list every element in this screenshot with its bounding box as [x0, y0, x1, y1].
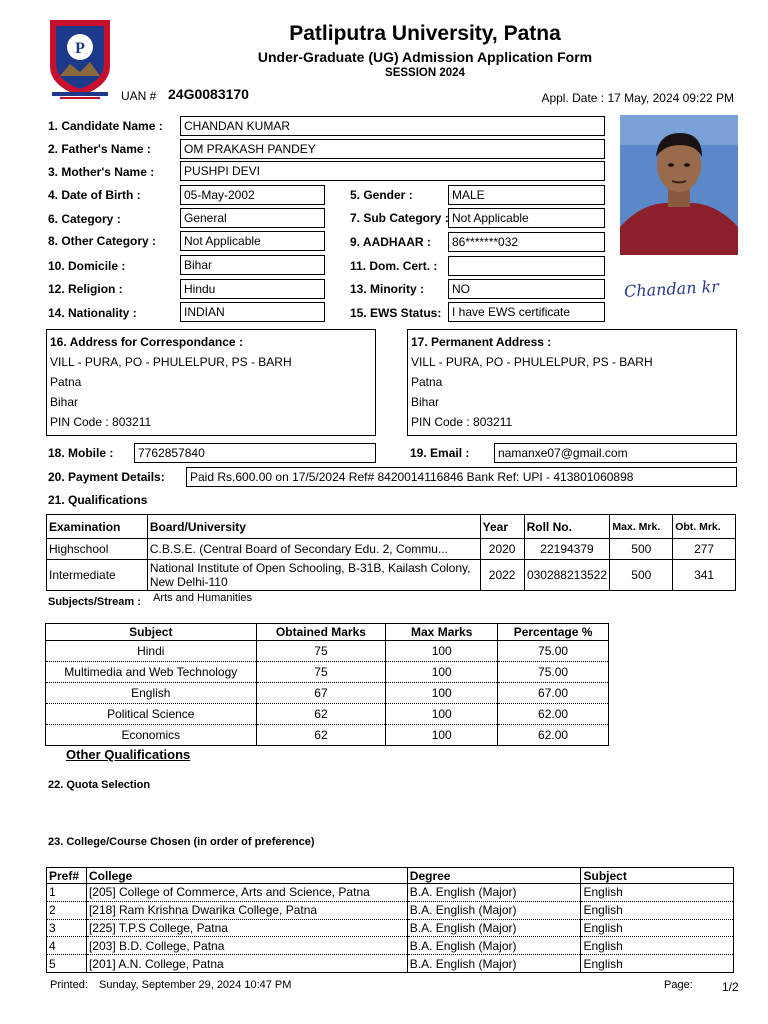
qual-col-header: Board/University: [147, 515, 480, 539]
printed-label: Printed:: [50, 979, 88, 991]
table-cell: 22194379: [524, 539, 610, 560]
table-cell: B.A. English (Major): [407, 884, 581, 902]
ews-value: I have EWS certificate: [448, 302, 605, 322]
table-cell: 100: [386, 683, 498, 704]
permanent-pin: PIN Code : 803211: [411, 415, 513, 429]
email-label: 19. Email :: [410, 446, 470, 460]
mobile-label: 18. Mobile :: [48, 446, 114, 460]
table-cell: 75: [256, 662, 386, 683]
candidate-name-value: CHANDAN KUMAR: [180, 116, 605, 136]
category-value: General: [180, 208, 325, 228]
table-cell: 500: [610, 539, 673, 560]
table-cell: [225] T.P.S College, Patna: [86, 919, 407, 937]
session-label: SESSION 2024: [385, 67, 465, 79]
permanent-address-box: [407, 329, 737, 436]
table-cell: 67: [256, 683, 386, 704]
svg-text:P: P: [75, 40, 85, 57]
table-row: [46, 725, 609, 746]
table-cell: [218] Ram Krishna Dwarika College, Patna: [86, 901, 407, 919]
table-cell: 75.00: [498, 662, 609, 683]
quota-selection-heading: 22. Quota Selection: [48, 779, 151, 791]
table-row: [46, 704, 609, 725]
subj-col-header: Obtained Marks: [256, 624, 386, 641]
table-cell: 5: [47, 955, 87, 973]
table-cell: English: [581, 937, 734, 955]
table-cell: [203] B.D. College, Patna: [86, 937, 407, 955]
college-header-row: [47, 868, 734, 884]
table-cell: B.A. English (Major): [407, 937, 581, 955]
table-cell: English: [581, 919, 734, 937]
table-row: [46, 683, 609, 704]
college-col-header: College: [86, 868, 407, 884]
table-row: [47, 919, 734, 937]
qual-col-header: Examination: [47, 515, 148, 539]
dom-cert-label: 11. Dom. Cert. :: [350, 259, 438, 273]
table-cell: 100: [386, 641, 498, 662]
table-cell: 500: [610, 560, 673, 591]
table-cell: Political Science: [46, 704, 257, 725]
table-cell: 100: [386, 704, 498, 725]
correspondence-address-line: Patna: [50, 375, 82, 389]
table-cell: 62.00: [498, 704, 609, 725]
table-cell: Multimedia and Web Technology: [46, 662, 257, 683]
domicile-label: 10. Domicile :: [48, 259, 126, 273]
other-category-label: 8. Other Category :: [48, 234, 157, 248]
permanent-address-line: VILL - PURA, PO - PHULELPUR, PS - BARH: [411, 355, 653, 369]
table-cell: C.B.S.E. (Central Board of Secondary Edu. 2, Commu...: [147, 539, 480, 560]
table-cell: 341: [673, 560, 736, 591]
table-cell: English: [581, 884, 734, 902]
qual-col-header: Roll No.: [524, 515, 610, 539]
minority-value: NO: [448, 279, 605, 299]
candidate-signature: Chandan kr: [623, 276, 720, 301]
category-label: 6. Category :: [48, 212, 121, 226]
dob-label: 4. Date of Birth :: [48, 188, 141, 202]
mobile-value: 7762857840: [134, 443, 376, 463]
subjects-header-row: [46, 624, 609, 641]
table-cell: 030288213522: [524, 560, 610, 591]
table-cell: 100: [386, 662, 498, 683]
correspondence-address-line: VILL - PURA, PO - PHULELPUR, PS - BARH: [50, 355, 292, 369]
candidate-photo: [620, 115, 738, 255]
page-number: 1/2: [722, 980, 739, 994]
table-cell: Hindi: [46, 641, 257, 662]
minority-label: 13. Minority :: [350, 282, 425, 296]
table-row: [47, 560, 736, 591]
nationality-value: INDIAN: [180, 302, 325, 322]
correspondence-address-label: 16. Address for Correspondance :: [50, 335, 243, 349]
qualifications-table: [46, 514, 736, 591]
university-title: Patliputra University, Patna: [289, 22, 561, 45]
permanent-address-line: Patna: [411, 375, 443, 389]
table-cell: Highschool: [47, 539, 148, 560]
table-cell: 67.00: [498, 683, 609, 704]
table-cell: English: [581, 901, 734, 919]
other-qualifications-heading: Other Qualifications: [66, 747, 191, 762]
subj-col-header: Percentage %: [498, 624, 609, 641]
sub-category-label: 7. Sub Category :: [350, 211, 449, 225]
table-cell: Intermediate: [47, 560, 148, 591]
table-row: [47, 937, 734, 955]
payment-label: 20. Payment Details:: [48, 470, 165, 484]
page-label: Page:: [664, 979, 693, 991]
table-cell: 2: [47, 901, 87, 919]
aadhaar-label: 9. AADHAAR :: [350, 235, 431, 249]
table-cell: 1: [47, 884, 87, 902]
college-col-header: Degree: [407, 868, 581, 884]
dom-cert-value: [448, 256, 605, 276]
printed-date: Sunday, September 29, 2024 10:47 PM: [99, 979, 292, 991]
table-cell: 2020: [480, 539, 524, 560]
ews-label: 15. EWS Status:: [350, 306, 442, 320]
table-row: [47, 901, 734, 919]
table-cell: 75: [256, 641, 386, 662]
payment-value: Paid Rs.600.00 on 17/5/2024 Ref# 8420014116846 Bank Ref: UPI - 413801060898: [186, 467, 737, 487]
gender-label: 5. Gender :: [350, 188, 413, 202]
table-cell: 277: [673, 539, 736, 560]
other-category-value: Not Applicable: [180, 231, 325, 251]
college-choice-table: [46, 867, 734, 973]
table-cell: English: [581, 955, 734, 973]
nationality-label: 14. Nationality :: [48, 306, 137, 320]
table-cell: [201] A.N. College, Patna: [86, 955, 407, 973]
subjects-stream-label: Subjects/Stream :: [48, 596, 141, 608]
religion-value: Hindu: [180, 279, 325, 299]
uan-number: 24G0083170: [168, 86, 249, 102]
correspondence-address-line: Bihar: [50, 395, 79, 409]
table-cell: 62: [256, 704, 386, 725]
table-cell: [205] College of Commerce, Arts and Science, Patna: [86, 884, 407, 902]
correspondence-pin: PIN Code : 803211: [50, 415, 152, 429]
gender-value: MALE: [448, 185, 605, 205]
table-cell: B.A. English (Major): [407, 901, 581, 919]
application-date: Appl. Date : 17 May, 2024 09:22 PM: [541, 91, 734, 105]
table-cell: B.A. English (Major): [407, 955, 581, 973]
table-row: [46, 641, 609, 662]
table-cell: Economics: [46, 725, 257, 746]
table-row: [47, 884, 734, 902]
table-cell: English: [46, 683, 257, 704]
qualifications-header-row: [47, 515, 736, 539]
table-cell: 62: [256, 725, 386, 746]
subjects-table: [45, 623, 609, 746]
qualifications-heading: 21. Qualifications: [48, 493, 148, 507]
email-value: namanxe07@gmail.com: [494, 443, 737, 463]
table-row: [47, 955, 734, 973]
subjects-stream-value: Arts and Humanities: [153, 592, 253, 604]
subj-col-header: Max Marks: [386, 624, 498, 641]
domicile-value: Bihar: [180, 255, 325, 275]
form-title: Under-Graduate (UG) Admission Application Form: [257, 49, 593, 65]
mother-name-value: PUSHPI DEVI: [180, 161, 605, 181]
aadhaar-value: 86*******032: [448, 232, 605, 252]
college-col-header: Subject: [581, 868, 734, 884]
sub-category-value: Not Applicable: [448, 208, 605, 228]
table-cell: 2022: [480, 560, 524, 591]
table-cell: 3: [47, 919, 87, 937]
table-row: [47, 539, 736, 560]
qual-col-header: Year: [480, 515, 524, 539]
table-cell: B.A. English (Major): [407, 919, 581, 937]
religion-label: 12. Religion :: [48, 282, 123, 296]
college-choice-heading: 23. College/Course Chosen (in order of preference): [48, 836, 315, 848]
father-name-value: OM PRAKASH PANDEY: [180, 139, 605, 159]
correspondence-address-box: [46, 329, 376, 436]
table-cell: 100: [386, 725, 498, 746]
table-row: [46, 662, 609, 683]
candidate-name-label: 1. Candidate Name :: [48, 119, 163, 133]
table-cell: 4: [47, 937, 87, 955]
dob-value: 05-May-2002: [180, 185, 325, 205]
table-cell: National Institute of Open Schooling, B-31B, Kailash Colony, New Delhi-110: [147, 560, 480, 591]
table-cell: 62.00: [498, 725, 609, 746]
table-cell: 75.00: [498, 641, 609, 662]
subj-col-header: Subject: [46, 624, 257, 641]
uan-label: UAN #: [121, 89, 157, 103]
qual-col-header: Obt. Mrk.: [673, 515, 736, 539]
mother-name-label: 3. Mother's Name :: [48, 165, 155, 179]
qual-col-header: Max. Mrk.: [610, 515, 673, 539]
father-name-label: 2. Father's Name :: [48, 142, 151, 156]
permanent-address-line: Bihar: [411, 395, 440, 409]
permanent-address-label: 17. Permanent Address :: [411, 335, 552, 349]
college-col-header: Pref#: [47, 868, 87, 884]
